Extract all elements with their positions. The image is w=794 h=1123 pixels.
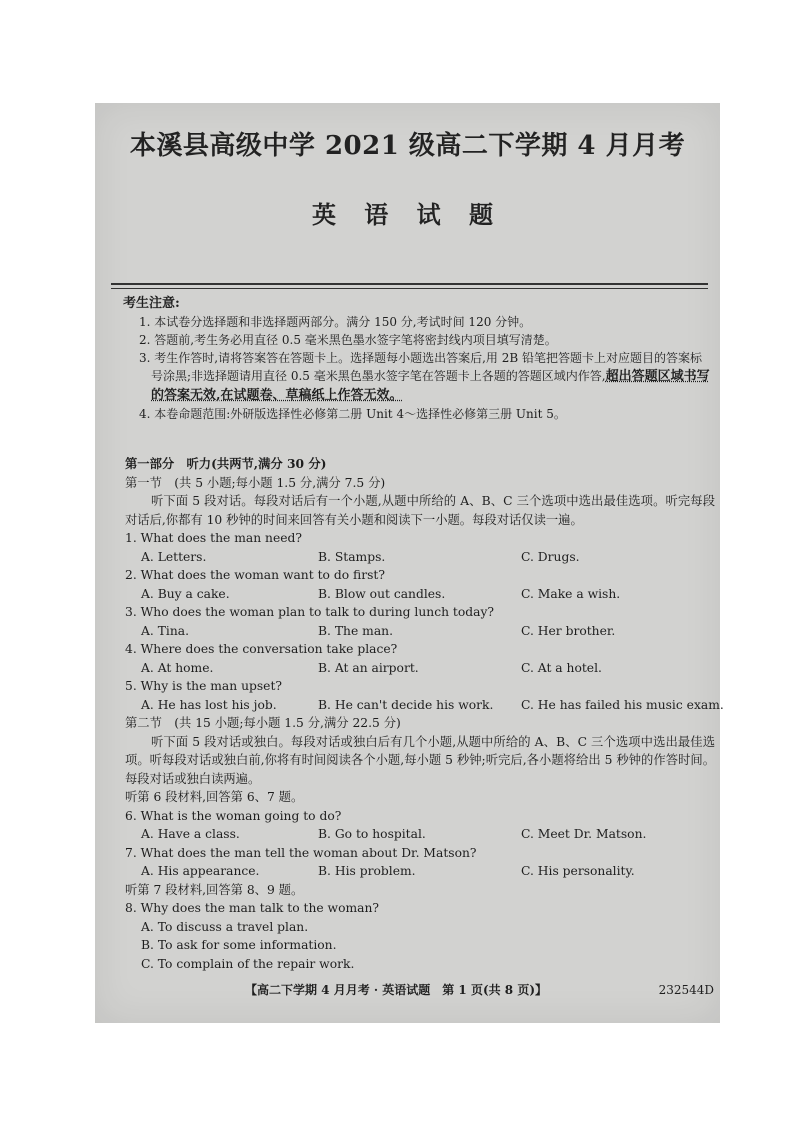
material-note: 听第 6 段材料,回答第 6、7 题。 bbox=[125, 790, 304, 804]
options-row bbox=[125, 622, 715, 641]
question-stem: 2. What does the woman want to do first? bbox=[125, 568, 385, 582]
option-c: C. Drugs. bbox=[521, 549, 580, 564]
page-footer: 【高二下学期 4 月月考 · 英语试题 第 1 页(共 8 页)】 bbox=[245, 983, 548, 997]
option-a: A. Letters. bbox=[141, 549, 207, 564]
option-c: C. His personality. bbox=[521, 864, 635, 878]
divider bbox=[111, 283, 708, 285]
question-stem: 3. Who does the woman plan to talk to during lunch today? bbox=[125, 605, 494, 619]
option-a: A. To discuss a travel plan. bbox=[141, 919, 309, 934]
option-a: A. His appearance. bbox=[141, 864, 260, 878]
options-row bbox=[125, 548, 715, 567]
option-c: C. To complain of the repair work. bbox=[141, 956, 355, 971]
option-a: A. He has lost his job. bbox=[141, 697, 277, 712]
option-b: B. Go to hospital. bbox=[318, 827, 426, 841]
option-c: C. Meet Dr. Matson. bbox=[521, 827, 647, 841]
exam-body bbox=[125, 455, 724, 973]
exam-subject: 英 语 试 题 bbox=[311, 200, 504, 229]
option-c: C. Her brother. bbox=[521, 623, 616, 638]
option-b: B. Stamps. bbox=[318, 549, 386, 564]
option-c: C. At a hotel. bbox=[521, 660, 602, 675]
option-c: C. Make a wish. bbox=[521, 586, 621, 601]
section-instructions: 听下面 5 段对话。每段对话后有一个小题,从题中所给的 A、B、C 三个选项中选出最佳选项。听完每段对话后,你都有 10 秒钟的时间来回答有关小题和阅读下一小题。每段对话仅读一遍。 bbox=[125, 494, 715, 527]
option-b: B. At an airport. bbox=[318, 660, 419, 675]
material-note: 听第 7 段材料,回答第 8、9 题。 bbox=[125, 882, 304, 897]
notice-item: 1. 本试卷分选择题和非选择题两部分。满分 150 分,考试时间 120 分钟。 bbox=[139, 315, 532, 329]
notice-item bbox=[123, 349, 713, 405]
option-b: B. He can't decide his work. bbox=[318, 697, 494, 712]
option-b: B. To ask for some information. bbox=[141, 938, 337, 952]
options-row bbox=[125, 825, 715, 844]
options-row bbox=[125, 862, 715, 881]
question-stem: 4. Where does the conversation take place? bbox=[125, 642, 398, 656]
question-stem: 6. What is the woman going to do? bbox=[125, 808, 342, 823]
option-a: A. Buy a cake. bbox=[141, 586, 230, 601]
notice-item-text: 3. 考生作答时,请将答案答在答题卡上。选择题每小题选出答案后,用 2B 铅笔把答题卡上对应题目的答案标号涂黑;非选择题请用直径 0.5 毫米黑色墨水签字笔在答题卡上各题的答题区域内作答, bbox=[139, 351, 702, 383]
notice-item: 4. 本卷命题范围:外研版选择性必修第二册 Unit 4～选择性必修第三册 Unit 5。 bbox=[139, 407, 566, 421]
part-heading: 第一部分 听力(共两节,满分 30 分) bbox=[125, 456, 327, 471]
candidate-notice bbox=[123, 295, 713, 423]
question-stem: 1. What does the man need? bbox=[125, 531, 302, 545]
option-a: A. At home. bbox=[141, 660, 214, 675]
option-b: B. Blow out candles. bbox=[318, 586, 446, 601]
notice-emphasis: 超出答题区域书写的答案无效,在试题卷、草稿纸上作答无效。 bbox=[151, 369, 710, 403]
section-instructions: 听下面 5 段对话或独白。每段对话或独白后有几个小题,从题中所给的 A、B、C 三个选项中选出最佳选项。听每段对话或独白前,你将有时间阅读各个小题,每小题 5 秒钟;听完后,各小题将给出 5 秒钟的作答时间。每段对话或独白读两遍。 bbox=[125, 734, 715, 786]
exam-code: 232544D bbox=[658, 983, 714, 997]
notice-heading: 考生注意: bbox=[123, 296, 180, 311]
options-row bbox=[125, 659, 715, 678]
option-b: B. His problem. bbox=[318, 864, 416, 878]
option-c: C. He has failed his music exam. bbox=[521, 697, 724, 712]
exam-page bbox=[95, 103, 724, 1023]
option-b: B. The man. bbox=[318, 623, 393, 638]
question-stem: 7. What does the man tell the woman about Dr. Matson? bbox=[125, 845, 477, 860]
option-a: A. Have a class. bbox=[141, 827, 240, 841]
notice-item: 2. 答题前,考生务必用直径 0.5 毫米黑色墨水签字笔将密封线内项目填写清楚。 bbox=[139, 333, 557, 347]
question-stem: 5. Why is the man upset? bbox=[125, 679, 282, 693]
section-heading: 第二节 (共 15 小题;每小题 1.5 分,满分 22.5 分) bbox=[125, 716, 401, 730]
option-a: A. Tina. bbox=[141, 623, 189, 638]
options-row bbox=[125, 585, 715, 604]
section-heading: 第一节 (共 5 小题;每小题 1.5 分,满分 7.5 分) bbox=[125, 475, 386, 490]
options-row bbox=[125, 696, 724, 715]
exam-title: 本溪县高级中学 2021 级高二下学期 4 月月考 bbox=[129, 131, 686, 161]
divider bbox=[111, 288, 708, 289]
question-stem: 8. Why does the man talk to the woman? bbox=[125, 901, 379, 915]
